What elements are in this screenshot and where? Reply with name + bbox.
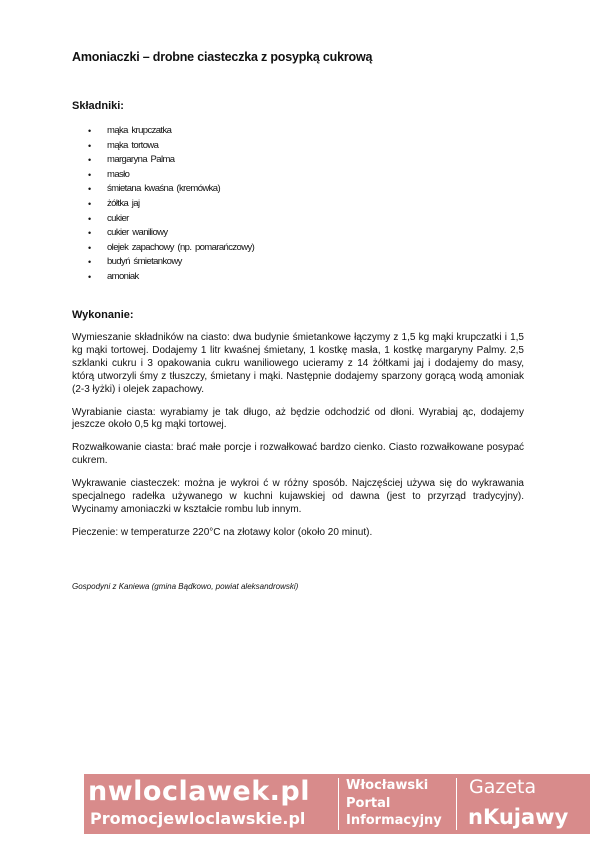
bullet-icon: • <box>88 155 91 166</box>
list-item <box>0 124 595 139</box>
bullet-icon: • <box>88 242 91 253</box>
list-item <box>0 153 595 168</box>
ingredient-text: cukier <box>107 212 129 224</box>
footer-nkujawy-logo[interactable]: nKujawy <box>468 805 569 829</box>
ingredients-heading: Składniki: <box>72 100 124 112</box>
ingredient-text: masło <box>107 168 130 180</box>
method-section <box>72 332 524 550</box>
ingredients-list <box>0 124 595 285</box>
list-item <box>0 168 595 183</box>
ingredient-text: margaryna Palma <box>107 154 175 166</box>
list-item <box>0 139 595 154</box>
bullet-icon: • <box>88 213 91 224</box>
ingredient-text: amoniak <box>107 270 139 282</box>
footer-gazeta-label[interactable]: Gazeta <box>469 776 537 798</box>
source-note: Gospodyni z Kaniewa (gmina Bądkowo, powiat aleksandrowski) <box>72 582 299 591</box>
method-paragraph-cutting: Wykrawanie ciasteczek: można je wykroi ć w różny sposób. Najczęściej używa się do wykrawania specjalnego radełka używanego w kuchni kujawskiej od dawna (jest to przyrząd tradycyjny). Wycinamy amoniaczki w kształcie rombu lub innym. <box>72 478 524 515</box>
bullet-icon: • <box>88 169 91 180</box>
footer-portal-text <box>346 777 456 830</box>
bullet-icon: • <box>88 126 91 136</box>
list-item <box>0 226 595 241</box>
list-item <box>0 241 595 256</box>
document-title: Amoniaczki – drobne ciasteczka z posypką cukrową <box>72 50 373 64</box>
footer-divider <box>456 778 457 830</box>
bullet-icon: • <box>88 198 91 209</box>
bullet-icon: • <box>88 140 91 151</box>
list-item <box>0 212 595 227</box>
method-paragraph-kneading: Wyrabianie ciasta: wyrabiamy je tak długo, aż będzie odchodzić od dłoni. Wyrabiaj ąc, dodajemy jeszcze około 0,5 kg mąki tortowej. <box>72 406 524 431</box>
bullet-icon: • <box>88 257 91 268</box>
ingredient-text: żółtka jaj <box>107 197 140 209</box>
ingredient-text: olejek zapachowy (np. pomarańczowy) <box>107 241 255 253</box>
list-item <box>0 182 595 197</box>
footer-banner[interactable] <box>84 774 590 834</box>
footer-logo-left[interactable] <box>84 774 336 834</box>
list-item <box>0 255 595 270</box>
footer-divider <box>338 778 339 830</box>
footer-site-link[interactable]: nwloclawek.pl <box>88 776 310 807</box>
bullet-icon: • <box>88 271 91 282</box>
ingredient-text: mąka tortowa <box>107 139 159 151</box>
footer-promo-link[interactable]: Promocjewloclawskie.pl <box>90 809 306 828</box>
bullet-icon: • <box>88 184 91 195</box>
ingredient-text: cukier waniliowy <box>107 227 168 239</box>
list-item <box>0 270 595 285</box>
list-item <box>0 197 595 212</box>
method-paragraph-rolling: Rozwałkowanie ciasta: brać małe porcje i rozwałkować bardzo cienko. Ciasto rozwałkowane posypać cukrem. <box>72 442 524 467</box>
ingredient-text: mąka krupczatka <box>107 125 172 136</box>
ingredient-text: śmietana kwaśna (kremówka) <box>107 183 221 195</box>
footer-portal-line: Portal <box>346 795 391 811</box>
method-paragraph-mixing: Wymieszanie składników na ciasto: dwa budynie śmietankowe łączymy z 1,5 kg mąki krupczatki i 1,5 kg mąki tortowej. Dodajemy 1 litr kwaśnej śmietany, 1 kostkę masła, 1 kostkę margaryny Palmy. 2,5 szklanki cukru i 3 opakowania cukru waniliowego ucieramy z 14 żółtkami jaj i dodajemy do masy, którą utworzyli śmy z tłuszczy, śmietany i mąki. Następnie dodajemy sparzony gorącą wodą amoniak (2-3 łyżki) i olejek zapachowy. <box>72 332 524 395</box>
method-heading: Wykonanie: <box>72 309 134 321</box>
ingredient-text: budyń śmietankowy <box>107 256 182 268</box>
footer-portal-line: Informacyjny <box>346 813 442 828</box>
bullet-icon: • <box>88 228 91 239</box>
method-paragraph-baking: Pieczenie: w temperaturze 220°C na złotawy kolor (około 20 minut). <box>72 526 373 538</box>
footer-portal-line: Włocławski <box>346 778 429 793</box>
